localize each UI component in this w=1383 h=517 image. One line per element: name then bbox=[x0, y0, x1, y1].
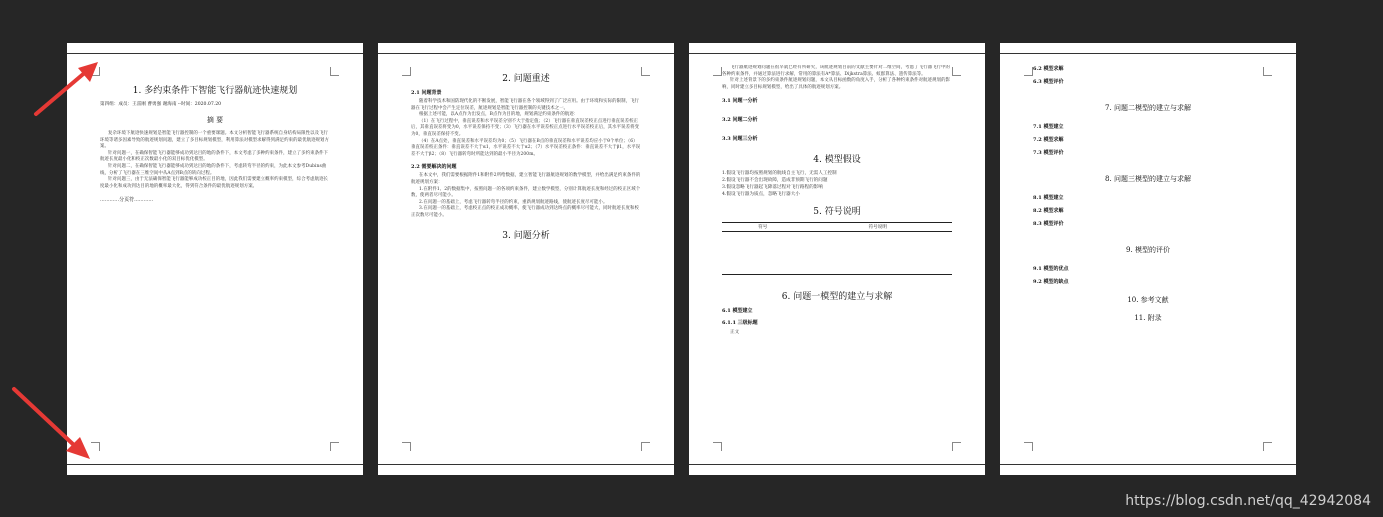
annotation-arrow-top bbox=[30, 60, 110, 120]
subsection-title: 7.1 模型建立 bbox=[1033, 124, 1064, 130]
page-top-edge bbox=[689, 53, 985, 54]
abstract-title: 摘 要 bbox=[206, 116, 224, 124]
subsection-title: 7.2 模型求解 bbox=[1033, 137, 1064, 143]
paragraph: （4）在A点处，垂直误差和水平误差均为0；（5）飞行器在B点的垂直误差和水平误差均应小于θ个单位；（6）垂直误差校正条件：垂直误差不大于α1，水平误差不大于α2；（7）水平误差校正条件：垂直误差不大于β1，水平误差不大于β2；（8）飞行器转弯时所能达到的最小半径为200m。 bbox=[411, 138, 641, 157]
symbol-table-header: 符号说明 bbox=[804, 223, 952, 232]
document-page-4 bbox=[1000, 43, 1296, 475]
subsection-title: 9.1 模型的优点 bbox=[1033, 266, 1069, 272]
paragraph: 针对问题三，由于无法确保智能飞行器能够成功校正目的地，因此我们需要建立概率约束模型，综合考虑航迹长度最小化和成功到达目的地的概率最大化，得到符合条件的最优航迹规划方案。 bbox=[100, 177, 329, 189]
paragraph: 根据上述可能，以A点作为出发点，B点作为目的地，规划满足约束条件的航迹： bbox=[419, 112, 579, 118]
page-top-edge bbox=[378, 53, 674, 54]
paragraph: 3.在问题一的基础上，考虑校正点的校正成功概率，使飞行器成功到达终点的概率尽可能大，同时航迹长度和校正次数尽可能小。 bbox=[411, 206, 639, 218]
subsection-title: 7.3 模型评价 bbox=[1033, 150, 1064, 156]
document-page-2 bbox=[378, 43, 674, 475]
section-title: 11. 附录 bbox=[1134, 314, 1162, 322]
section-title: 3. 问题分析 bbox=[502, 230, 550, 241]
subsection-title: 2.2 需要解决的问题 bbox=[411, 164, 457, 171]
corner-mark bbox=[641, 67, 650, 76]
subsection-title: 8.1 模型建立 bbox=[1033, 195, 1064, 201]
corner-mark bbox=[1263, 442, 1272, 451]
paragraph: 复杂环境下航迹快速规划是智能飞行器控制的一个重要课题。本文分析智能飞行器系统自身结构局限性以及飞行环境等诸多因素导致的航迹规划问题，建立了多目标规划模型，利用算法对模型求解得到满足约束的最优航迹规划方案。 bbox=[100, 131, 330, 150]
corner-mark bbox=[713, 442, 722, 451]
corner-mark bbox=[1024, 442, 1033, 451]
document-page-1 bbox=[67, 43, 363, 475]
corner-mark bbox=[1024, 67, 1033, 76]
body-text: 正文 bbox=[730, 330, 740, 336]
assumption-item: 3.假设忽略飞行器起飞降落过程对飞行路程的影响 bbox=[722, 185, 823, 191]
paragraph: 随着科学技术和国防现代化的不断发展，智能飞行器在各个领域得到了广泛应用。由于环境和实际的限制，飞行器在飞行过程中会产生定位误差，航迹规划是智能飞行器控制的关键技术之一。 bbox=[411, 99, 640, 111]
assumption-item: 2.假设飞行器不会出现故障，造成非预期飞行的问题 bbox=[722, 178, 828, 184]
corner-mark bbox=[330, 67, 339, 76]
assumption-item: 1.假设飞行器均按照规划的航线自主飞行，无需人工控制 bbox=[722, 171, 837, 177]
page-bottom-edge bbox=[1000, 464, 1296, 465]
document-title: 1. 多约束条件下智能飞行器航迹快速规划 bbox=[132, 86, 298, 96]
paragraph: 2.在问题一的基础上，考虑飞行器转弯半径的约束，重新规划航迹路线，使航迹长度尽可能小。 bbox=[419, 199, 608, 205]
corner-mark bbox=[952, 67, 961, 76]
page-top-edge bbox=[67, 53, 363, 54]
corner-mark bbox=[330, 442, 339, 451]
section-title: 8. 问题三模型的建立与求解 bbox=[1105, 175, 1191, 183]
section-title: 9. 模型的评价 bbox=[1126, 246, 1170, 254]
subsection-title: 8.3 模型评价 bbox=[1033, 221, 1064, 227]
paragraph: 在本文中，我们需要根据附件1和附件2所给数据，建立智能飞行器航迹规划的数学模型，并给出满足约束条件的航迹规划方案： bbox=[411, 173, 641, 185]
symbol-table bbox=[722, 222, 952, 275]
annotation-arrow-bottom bbox=[10, 385, 100, 465]
paragraph: 飞行器航迹规划问题在很早就已经有所研究，该航迹规划目前的文献主要针对二维空间，考虑了飞行器飞行中的各种约束条件，并通过算法进行求解，常用的算法有A*算法、Dijkstra算法、蚁群算法、遗传算法等。 bbox=[722, 65, 951, 77]
subsection-title: 3.2 问题二分析 bbox=[722, 117, 758, 124]
corner-mark bbox=[1263, 67, 1272, 76]
section-title: 6. 问题一模型的建立与求解 bbox=[781, 292, 893, 303]
page-bottom-edge bbox=[689, 464, 985, 465]
subsection-title: 3.1 问题一分析 bbox=[722, 98, 758, 105]
section-title: 2. 问题重述 bbox=[502, 74, 550, 84]
section-title: 4. 模型假设 bbox=[813, 155, 861, 166]
corner-mark bbox=[402, 67, 411, 76]
author-meta: 第四组：成员：王雷刚 曹勇强 谢海南 --时间：2020.07.20 bbox=[100, 102, 222, 107]
symbol-table-header: 符号 bbox=[722, 223, 804, 232]
document-page-3 bbox=[689, 43, 985, 475]
section-title: 7. 问题二模型的建立与求解 bbox=[1105, 104, 1191, 112]
subsection-title: 3.3 问题三分析 bbox=[722, 136, 758, 143]
paragraph: （1）在飞行过程中，垂直误差和水平误差分别不大于指定值；（2）飞行器在垂直误差校正点进行垂直误差校正后，其垂直误差将变为0，水平误差保持不变；（3）飞行器在水平误差校正点进行水平误差校正后，其水平误差将变为0，垂直误差保持不变。 bbox=[411, 118, 640, 137]
subsection-title: 6.1 模型建立 bbox=[722, 308, 753, 315]
watermark-url: https://blog.csdn.net/qq_42942084 bbox=[1125, 493, 1371, 509]
assumption-item: 4.假设飞行器为质点，忽略飞行器大小 bbox=[722, 192, 800, 198]
subsection-title: 6.3 模型评价 bbox=[1033, 79, 1064, 85]
corner-mark bbox=[402, 442, 411, 451]
page-top-edge bbox=[1000, 53, 1296, 54]
corner-mark bbox=[641, 442, 650, 451]
page-bottom-edge bbox=[67, 464, 363, 465]
subsection-title: 2.1 问题背景 bbox=[411, 90, 442, 96]
paragraph: 1.在附件1、2的数据集中，按照问题一的各项约束条件，建立数学模型，分别计算航迹长度和经过的校正区域个数，使两者尽可能小。 bbox=[411, 186, 641, 199]
subsubsection-title: 6.1.1 三级标题 bbox=[722, 320, 758, 327]
subsection-title: 6.2 模型求解 bbox=[1033, 66, 1064, 72]
corner-mark bbox=[952, 442, 961, 451]
section-title: 10. 参考文献 bbox=[1127, 296, 1169, 304]
page-break-marker: ............分页符............ bbox=[100, 197, 154, 204]
subsection-title: 8.2 模型求解 bbox=[1033, 208, 1064, 214]
section-title: 5. 符号说明 bbox=[813, 207, 861, 218]
corner-mark bbox=[713, 67, 722, 76]
subsection-title: 9.2 模型的缺点 bbox=[1033, 279, 1069, 285]
paragraph: 针对问题一，在确保智能飞行器能够成功到达目的地的条件下，本文考虑了多种约束条件，建立了多约束条件下航迹长度最小化和校正次数最小化的双目标优化模型。 bbox=[100, 150, 329, 163]
paragraph: 针对问题二，在确保智能飞行器能够成功到达目的地的条件下，考虑转弯半径的约束，为此本文参考Dubins曲线，分析了飞行器在三维空间中从A点到B点的转向过程。 bbox=[100, 163, 327, 176]
paragraph: 针对上述背景下的多约束条件航迹规划问题，本文从目标函数的角度入手，分析了各种约束条件对航迹规划的影响，同时建立多目标规划模型，给出了具体的航迹规划方案。 bbox=[722, 78, 951, 90]
page-bottom-edge bbox=[378, 464, 674, 465]
